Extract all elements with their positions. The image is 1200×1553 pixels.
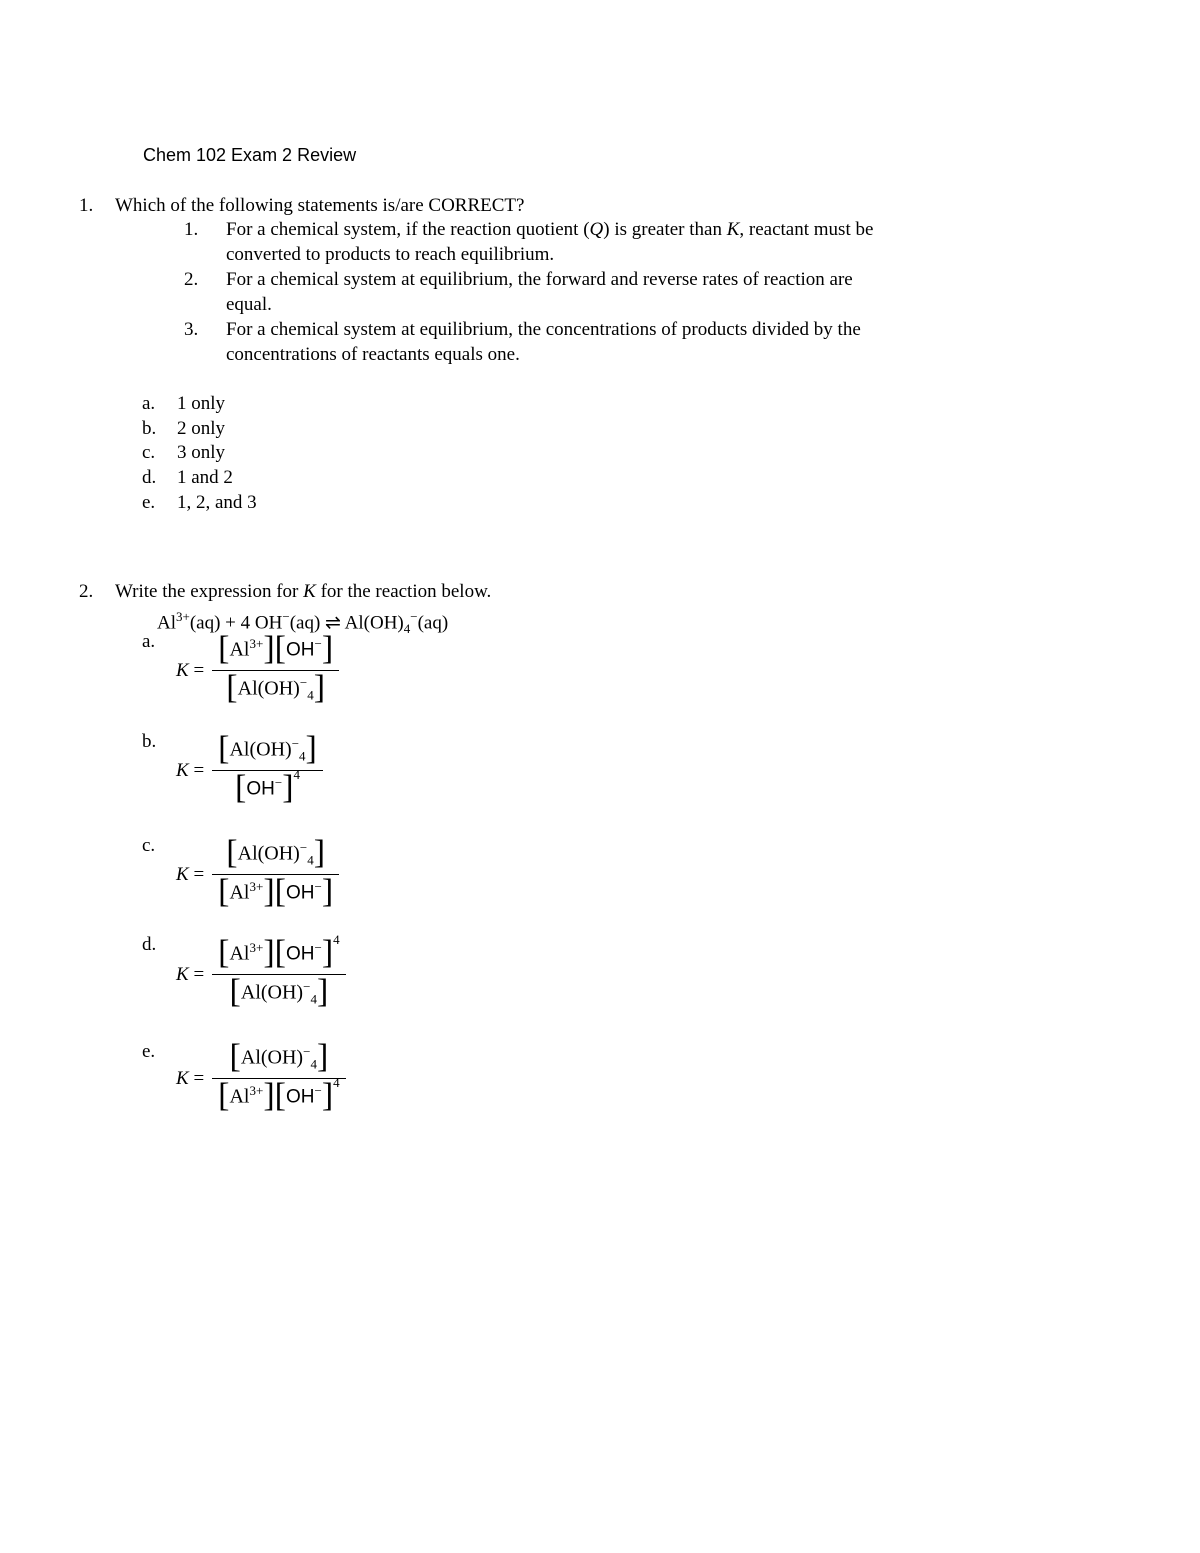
numerator: $[Al^{3+}][OH^-]$ [218, 630, 334, 667]
question-2-number: 2. [79, 581, 94, 602]
option-c-expression [176, 836, 339, 913]
question-1-number: 1. [79, 195, 94, 216]
statement-1-line-2: converted to products to reach equilibrium. [226, 244, 555, 265]
choice-text: 1, 2, and 3 [177, 492, 257, 513]
denominator: $[OH^-]^4$ [235, 766, 301, 806]
k-label: K = [176, 659, 205, 681]
choice-text: 3 only [177, 442, 226, 463]
choice-letter: e. [142, 492, 156, 513]
choice-letter: a. [142, 393, 156, 414]
statement-3-line-2: concentrations of reactants equals one. [226, 344, 520, 365]
option-letter: a. [142, 631, 156, 652]
k-label: K = [176, 863, 205, 885]
question-1-stem: Which of the following statements is/are CORRECT? [115, 195, 525, 216]
statement-number: 3. [184, 319, 199, 340]
choice-text: 2 only [177, 418, 226, 439]
denominator: $[Al(OH)^-_4]$ [226, 669, 326, 706]
option-b-expression [176, 732, 323, 809]
option-a-expression [176, 632, 339, 709]
option-e-expression [176, 1040, 346, 1117]
option-d-expression [176, 931, 346, 1013]
denominator: $[Al^{3+}][OH^-]^4$ [218, 1074, 340, 1114]
reaction-equation: $Al^{3+}(aq) + 4$ OH−(aq) ⇌ $Al(OH)_4^-(aq)$ [157, 609, 449, 637]
equilibrium-arrow-icon: ⇌ [325, 612, 341, 634]
statement-1-line-1: For a chemical system, if the reaction quotient (Q) is greater than K, reactant must be [226, 219, 874, 240]
question-2-stem: Write the expression for K for the reaction below. [115, 581, 492, 602]
option-letter: c. [142, 835, 156, 856]
choice-letter: c. [142, 442, 156, 463]
numerator: $[Al(OH)^-_4]$ [218, 730, 317, 767]
numerator: $[Al^{3+}][OH^-]^4$ [218, 931, 340, 971]
option-letter: e. [142, 1041, 156, 1062]
option-letter: d. [142, 934, 157, 955]
choice-text: 1 only [177, 393, 226, 414]
statement-number: 2. [184, 269, 199, 290]
choice-letter: b. [142, 418, 157, 439]
denominator: $[Al(OH)^-_4]$ [229, 973, 329, 1010]
choice-letter: d. [142, 467, 157, 488]
k-label: K = [176, 963, 205, 985]
option-letter: b. [142, 731, 157, 752]
statement-2-line-1: For a chemical system at equilibrium, the forward and reverse rates of reaction are [226, 269, 853, 290]
k-label: K = [176, 759, 205, 781]
k-label: K = [176, 1067, 205, 1089]
statement-3-line-1: For a chemical system at equilibrium, the concentrations of products divided by the [226, 319, 861, 340]
statement-2-line-2: equal. [226, 294, 272, 315]
numerator: $[Al(OH)^-_4]$ [229, 1038, 329, 1075]
denominator: $[Al^{3+}][OH^-]$ [218, 873, 334, 910]
page-title: Chem 102 Exam 2 Review [143, 145, 357, 165]
statement-number: 1. [184, 219, 199, 240]
numerator: $[Al(OH)^-_4]$ [226, 834, 326, 871]
choice-text: 1 and 2 [177, 467, 233, 488]
